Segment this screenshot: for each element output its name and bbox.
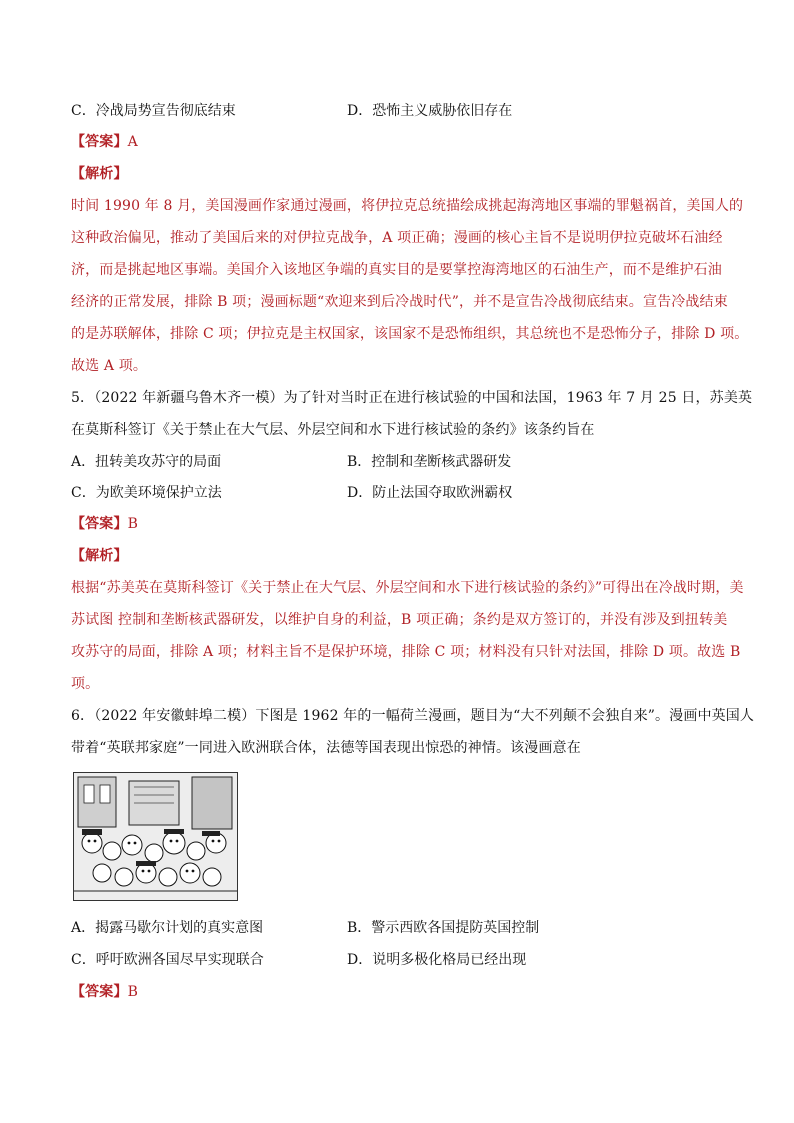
q6-stem-line: 6．（2022 年安徽蚌埠二模）下图是 1962 年的一幅荷兰漫画，题目为“大不列颠不会独自来”。漫画中英国人: [71, 708, 755, 724]
q5-option-b: B．控制和垄断核武器研发: [347, 454, 512, 470]
cartoon-image: [73, 772, 238, 901]
answer-value: A: [127, 134, 138, 150]
q4-analysis-line: 时间 1990 年 8 月，美国漫画作家通过漫画，将伊拉克总统描绘成挑起海湾地区事端的罪魁祸首，美国人的: [71, 198, 744, 214]
q4-option-d: D．恐怖主义威胁依旧存在: [347, 103, 513, 119]
answer-value: B: [127, 516, 139, 532]
q6-answer: [71, 982, 731, 1002]
q5-answer: [71, 514, 731, 534]
q4-answer: [71, 132, 731, 152]
q5-option-d: D．防止法国夺取欧洲霸权: [347, 485, 513, 501]
q5-stem-line: 在莫斯科签订《关于禁止在大气层、外层空间和水下进行核试验的条约》该条约旨在: [71, 422, 595, 438]
answer-label: 【答案】: [71, 516, 128, 532]
answer-value: B: [127, 984, 139, 1000]
q4-analysis-line: 的是苏联解体，排除 C 项；伊拉克是主权国家，该国家不是恐怖组织，其总统也不是恐怖分子，排除 D 项。: [71, 326, 749, 342]
q5-stem-line: 5．（2022 年新疆乌鲁木齐一模）为了针对当时正在进行核试验的中国和法国，1963 年 7 月 25 日，苏美英: [71, 390, 753, 406]
q6-option-c: C．呼吁欧洲各国尽早实现联合: [71, 952, 264, 968]
q5-analysis-heading: [71, 546, 731, 566]
q4-analysis-line: 济，而是挑起地区事端。美国介入该地区争端的真实目的是要掌控海湾地区的石油生产，而不是维护石油: [71, 262, 722, 278]
q6-stem-line: 带着“英联邦家庭”一同进入欧洲联合体，法德等国表现出惊恐的神情。该漫画意在: [71, 740, 581, 756]
q4-option-c: C．冷战局势宣告彻底结束: [71, 103, 236, 119]
q6-option-b: B．警示西欧各国提防英国控制: [347, 920, 540, 936]
q5-analysis-line: 苏试图 控制和垄断核武器研发，以维护自身的利益，B 项正确；条约是双方签订的，并没有涉及到扭转美: [71, 612, 728, 628]
q4-analysis-line: 经济的正常发展，排除 B 项；漫画标题“欢迎来到后冷战时代”，并不是宣告冷战彻底结束。宣告冷战结束: [71, 294, 728, 310]
q4-analysis-heading: [71, 164, 731, 184]
q5-option-a: A．扭转美攻苏守的局面: [71, 454, 222, 470]
q5-analysis-line: 攻苏守的局面，排除 A 项；材料主旨不是保护环境，排除 C 项；材料没有只针对法国，排除 D 项。故选 B: [71, 644, 741, 660]
answer-label: 【答案】: [71, 984, 128, 1000]
q5-analysis-line: 根据“苏美英在莫斯科签订《关于禁止在大气层、外层空间和水下进行核试验的条约》”可得出在冷战时期，美: [71, 580, 744, 596]
analysis-label: 【解析】: [71, 548, 128, 564]
q6-option-a: A．揭露马歇尔计划的真实意图: [71, 920, 264, 936]
answer-label: 【答案】: [71, 134, 128, 150]
q6-option-d: D．说明多极化格局已经出现: [347, 952, 527, 968]
q4-analysis-line: 故选 A 项。: [71, 358, 148, 374]
q5-option-c: C．为欧美环境保护立法: [71, 485, 222, 501]
q4-analysis-line: 这种政治偏见，推动了美国后来的对伊拉克战争，A 项正确；漫画的核心主旨不是说明伊拉克破坏石油经: [71, 230, 723, 246]
analysis-label: 【解析】: [71, 166, 128, 182]
q5-analysis-line: 项。: [71, 676, 100, 692]
